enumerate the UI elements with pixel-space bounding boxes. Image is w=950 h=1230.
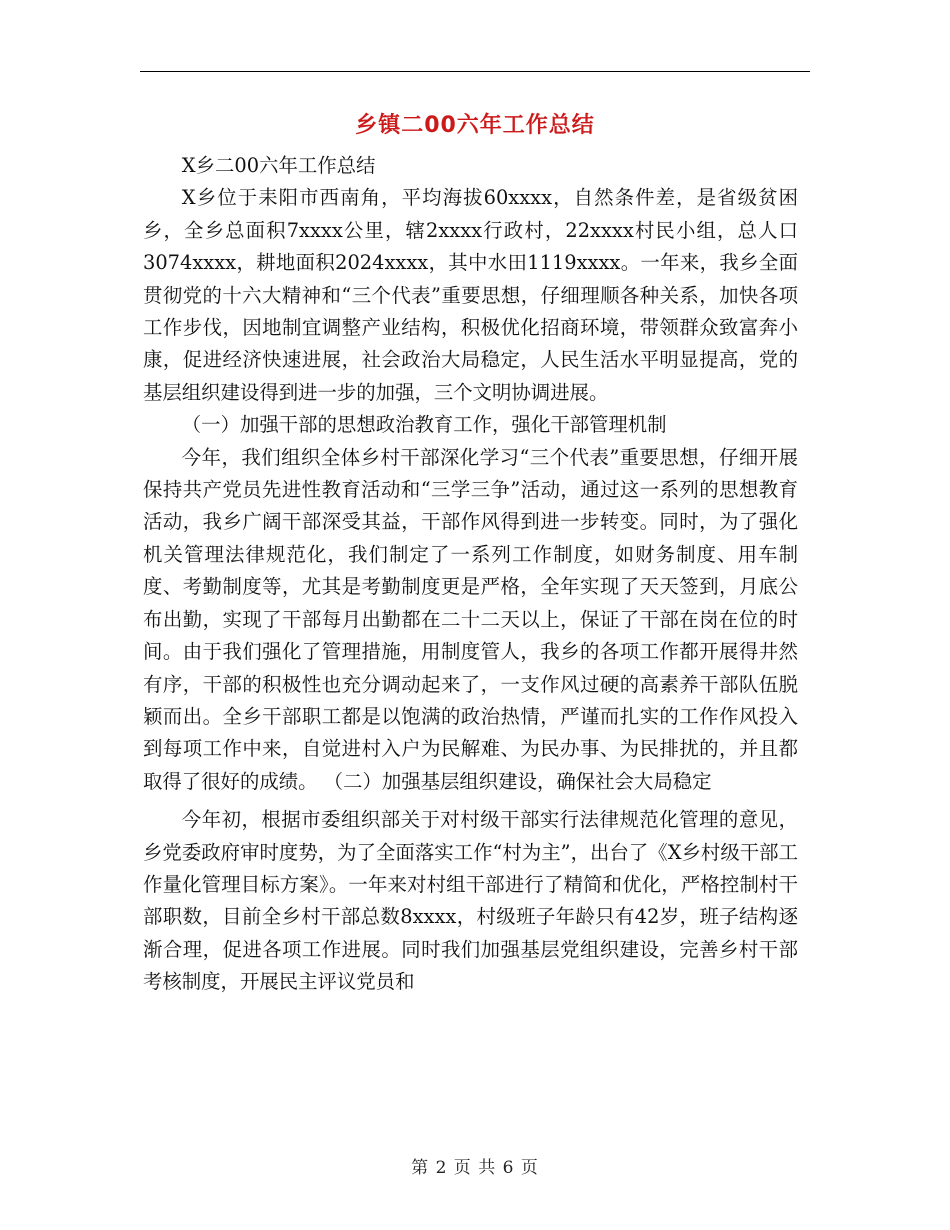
section-heading-1: （一）加强干部的思想政治教育工作，强化干部管理机制 xyxy=(181,413,667,437)
page-number: 第 2 页 共 6 页 xyxy=(411,1158,539,1178)
document-body xyxy=(143,150,798,999)
document-title: 乡镇二00六年工作总结 xyxy=(355,113,595,138)
paragraph-subtitle: X乡二00六年工作总结 xyxy=(181,154,376,177)
paragraph-section-1: 今年，我们组织全体乡村干部深化学习“三个代表”重要思想，仔细开展保持共产党员先进性教育活动和“三学三争”活动，通过这一系列的思想教育活动，我乡广阔干部深受其益，干部作风得到进一步转变。同时，为了强化机关管理法律规范化，我们制定了一系列工作制度，如财务制度、用车制度、考勤制度等，尤其是考勤制度更是严格，全年实现了天天签到，月底公布出勤，实现了干部每月出勤都在二十二天以上，保证了干部在岗在位的时间。由于我们强化了管理措施，用制度管人，我乡的各项工作都开展得井然有序，干部的积极性也充分调动起来了，一支作风过硬的高素养干部队伍脱颖而出。全乡干部职工都是以饱满的政治热情，严谨而扎实的工作作风投入到每项工作中来，自觉进村入户为民解难、为民办事、为民排扰的，并且都取得了很好的成绩。 （二）加强基层组织建设，确保社会大局稳定 xyxy=(143,445,798,793)
header-rule xyxy=(140,71,810,72)
paragraph-intro: X乡位于耒阳市西南角，平均海拔60xxxx，自然条件差，是省级贫困乡，全乡总面积7xxxx公里，辖2xxxx行政村，22xxxx村民小组，总人口3074xxxx，耕地面积2024xxxx，其中水田1119xxxx。一年来，我乡全面贯彻党的十六大精神和“三个代表”重要思想，仔细理顺各种关系，加快各项工作步伐，因地制宜调整产业结构，积极优化招商环境，带领群众致富奔小康，促进经济快速进展，社会政治大局稳定，人民生活水平明显提高，党的基层组织建设得到进一步的加强，三个文明协调进展。 xyxy=(143,186,798,404)
paragraph-section-2: 今年初，根据市委组织部关于对村级干部实行法律规范化管理的意见，乡党委政府审时度势，为了全面落实工作“村为主”，出台了《X乡村级干部工作量化管理目标方案》。一年来对村组干部进行了精简和优化，严格控制村干部职数，目前全乡村干部总数8xxxx，村级班子年龄只有42岁，班子结构逐渐合理，促进各项工作进展。同时我们加强基层党组织建设，完善乡村干部考核制度，开展民主评议党员和 xyxy=(143,808,798,994)
